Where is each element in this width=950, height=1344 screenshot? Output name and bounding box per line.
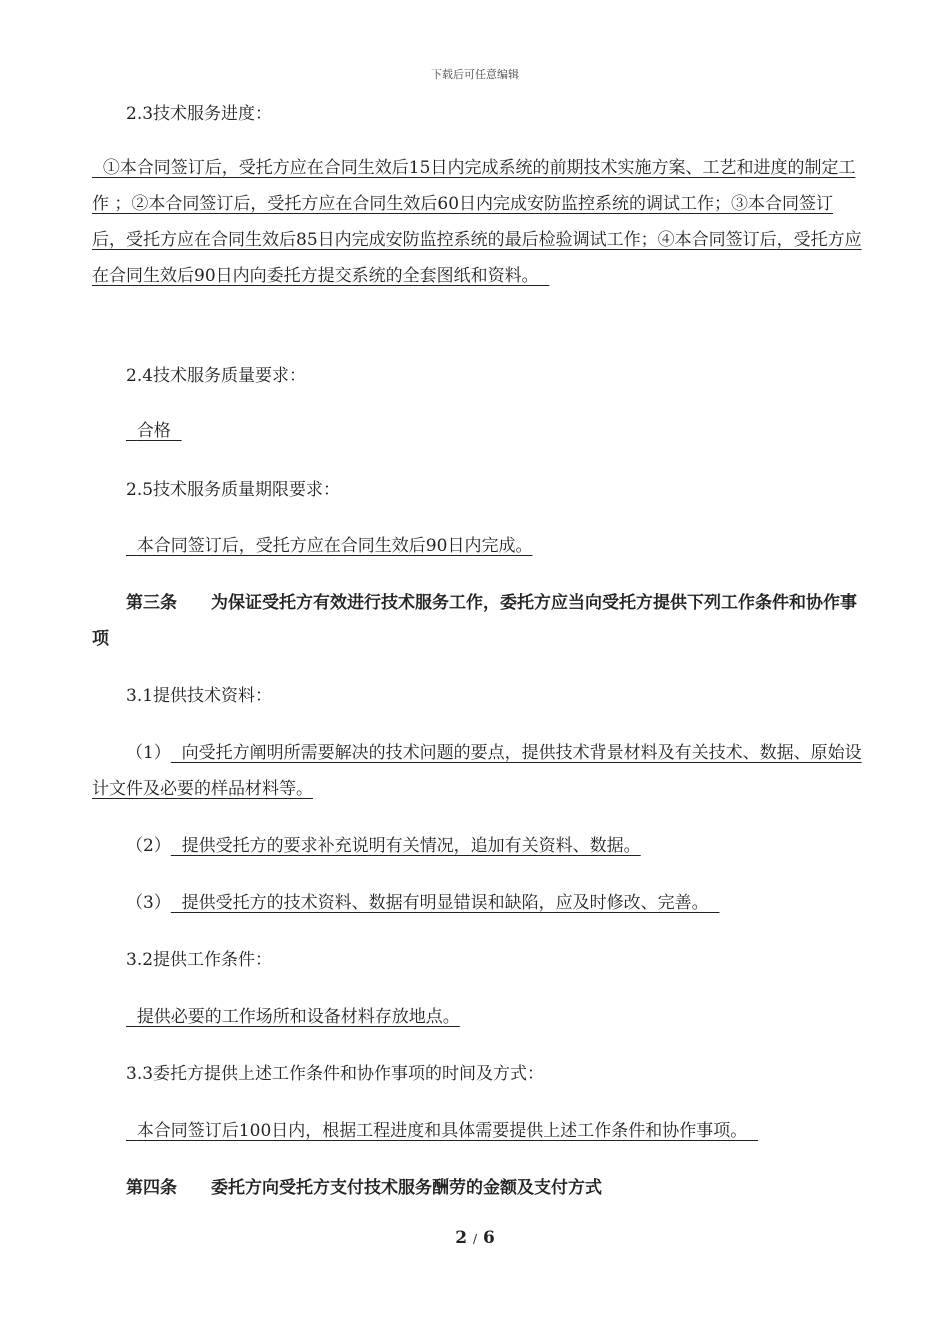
section-3-1-item <box>92 735 862 807</box>
article-3 <box>92 585 862 657</box>
section-3-1-item <box>92 885 862 921</box>
article-3-title: 为保证受托方有效进行技术服务工作，委托方应当向受托方提供下列工作条件和协作事项 <box>92 593 857 649</box>
section-2-3-body <box>92 150 862 294</box>
section-3-3-heading: 3.3委托方提供上述工作条件和协作事项的时间及方式： <box>126 1064 545 1084</box>
section-2-3-text: ①本合同签订后，受托方应在合同生效后15日内完成系统的前期技术实施方案、工艺和进度的制定工作 ；②本合同签订后，受托方应在合同生效后60日内完成安防监控系统的调试工作；③本合同签订后，受托方应在合同生效后85日内完成安防监控系统的最后检验调试工作；④本合同签订后，受托方应在合同生效后90日内向委托方提交系统的全套图纸和资料。 <box>92 158 862 286</box>
article-4-title: 委托方向受托方支付技术服务酬劳的金额及支付方式 <box>211 1178 602 1198</box>
section-2-4-text: 合格 <box>126 421 182 441</box>
article-4-label: 第四条 <box>126 1178 177 1198</box>
section-3-3-body <box>92 1113 862 1149</box>
current-page: 2 <box>455 1228 468 1248</box>
item-text: 向受托方阐明所需要解决的技术问题的要点，提供技术背景材料及有关技术、数据、原始设计文件及必要的样品材料等。 <box>92 743 862 799</box>
section-2-5-heading: 2.5技术服务质量期限要求： <box>126 480 341 500</box>
section-2-4-body <box>92 413 862 449</box>
section-2-5-text: 本合同签订后，受托方应在合同生效后90日内完成。 <box>126 536 533 556</box>
section-3-2-text: 提供必要的工作场所和设备材料存放地点。 <box>126 1007 460 1027</box>
section-2-3-heading: 2.3技术服务进度： <box>126 104 273 124</box>
total-pages: 6 <box>482 1228 495 1248</box>
item-text: 提供受托方的要求补充说明有关情况，追加有关资料、数据。 <box>170 836 641 856</box>
section-3-1-heading: 3.1提供技术资料： <box>126 686 273 706</box>
section-3-2-body <box>92 999 862 1035</box>
page-header: 下载后可任意编辑 <box>431 68 519 81</box>
item-text: 提供受托方的技术资料、数据有明显错误和缺陷，应及时修改、完善。 <box>170 893 720 913</box>
article-4 <box>92 1170 862 1206</box>
article-3-label: 第三条 <box>126 593 177 613</box>
page-number <box>0 1228 950 1248</box>
item-number: （3） <box>126 893 171 913</box>
section-2-4-heading: 2.4技术服务质量要求： <box>126 366 307 386</box>
section-3-3-text: 本合同签订后100日内，根据工程进度和具体需要提供上述工作条件和协作事项。 <box>126 1121 759 1141</box>
item-number: （1） <box>126 743 171 763</box>
item-number: （2） <box>126 836 171 856</box>
section-3-1-item <box>92 828 862 864</box>
section-2-5-body <box>92 528 862 564</box>
section-3-2-heading: 3.2提供工作条件： <box>126 950 273 970</box>
page-separator: / <box>472 1232 478 1246</box>
